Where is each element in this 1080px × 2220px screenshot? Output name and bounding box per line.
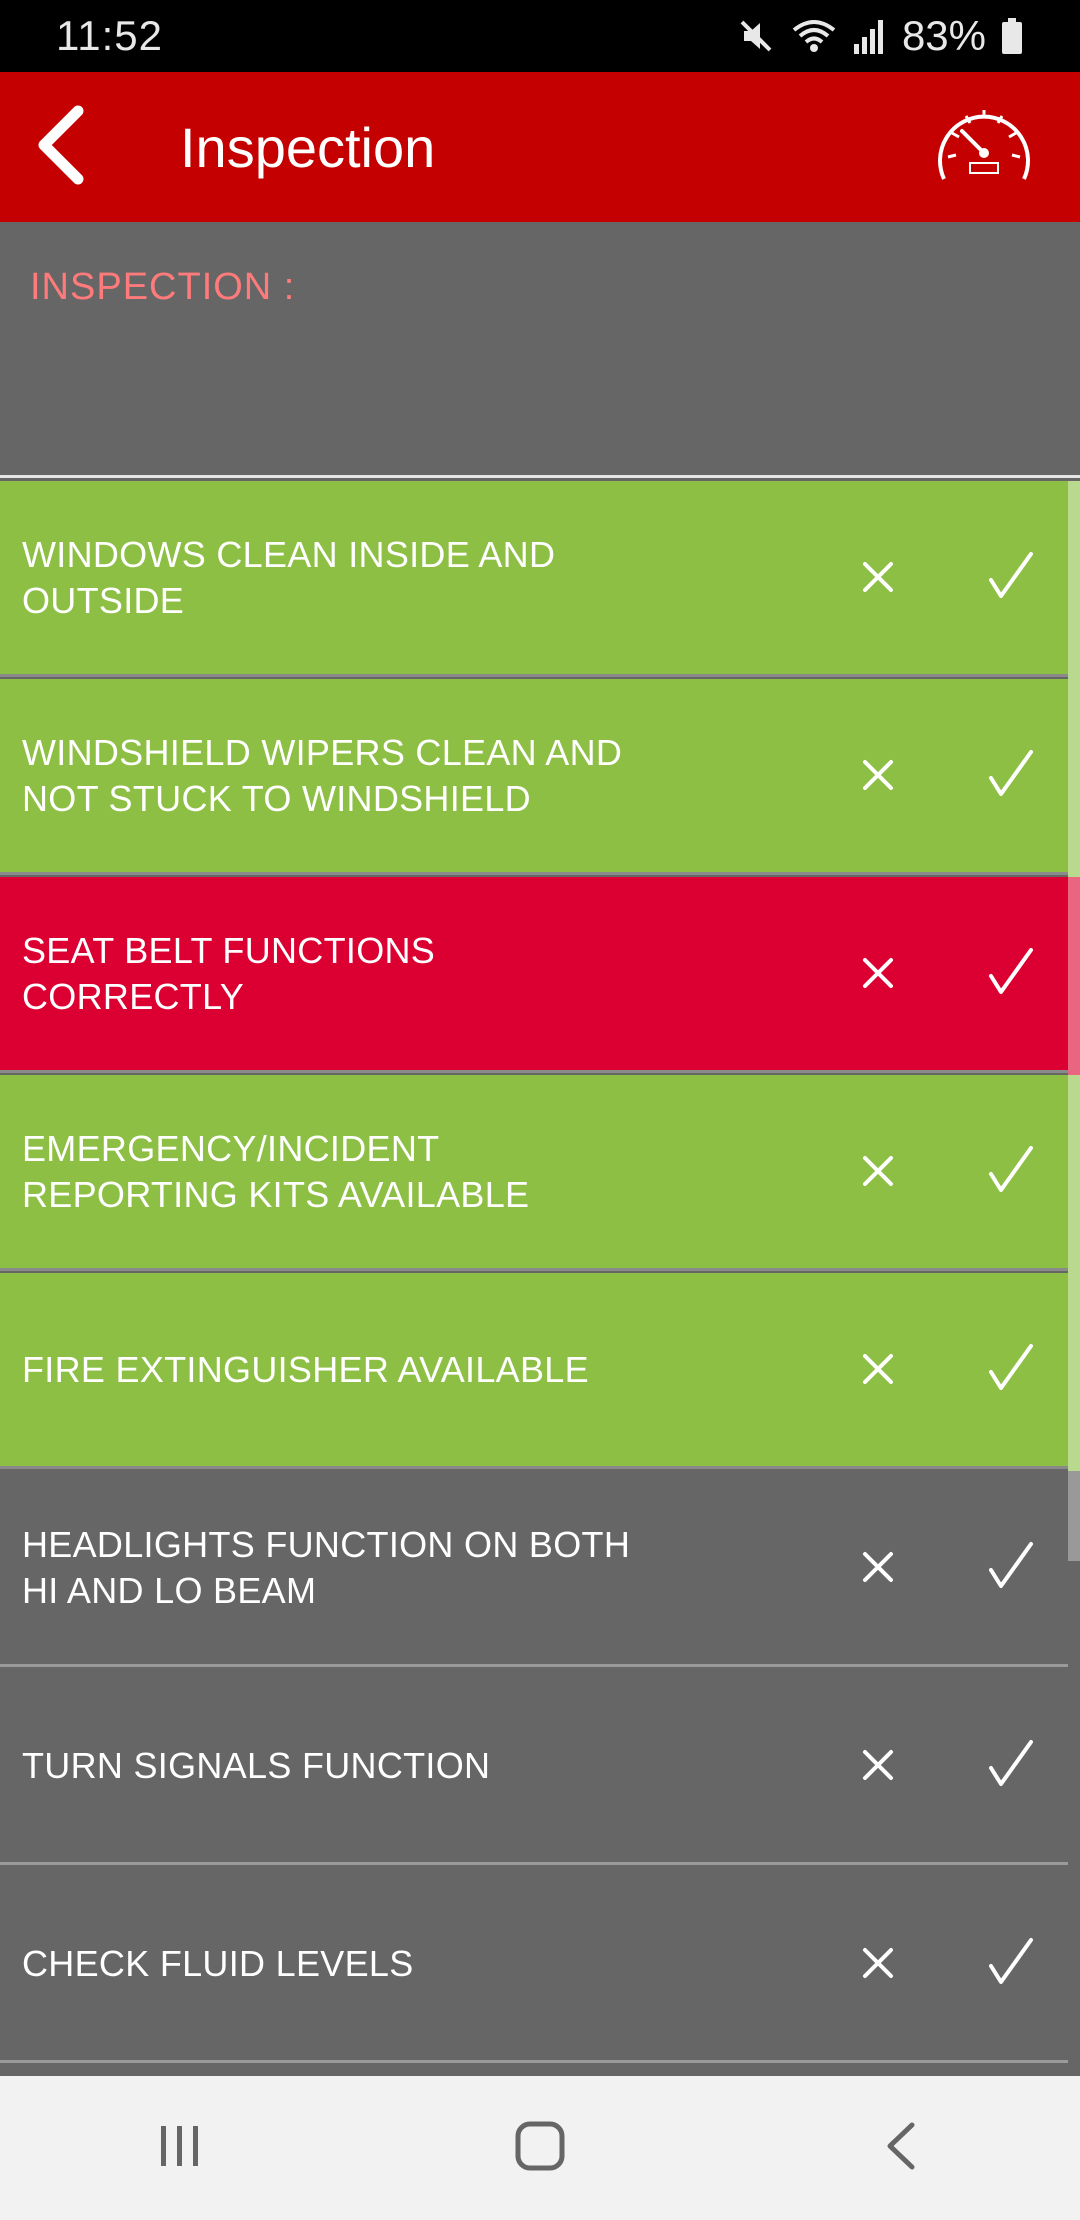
recent-apps-icon (155, 2121, 205, 2176)
checklist-item[interactable] (0, 1273, 1068, 1469)
odometer-button[interactable] (924, 87, 1044, 207)
checklist-item[interactable] (0, 481, 1068, 677)
scrollbar-thumb[interactable] (1068, 1471, 1080, 1561)
mute-icon (736, 16, 776, 56)
checklist-item[interactable] (0, 679, 1068, 875)
close-icon (860, 1747, 896, 1788)
checkmark-icon (987, 1738, 1035, 1797)
mark-pass-button[interactable] (966, 729, 1056, 825)
checklist-item[interactable] (0, 877, 1068, 1073)
mark-pass-button[interactable] (966, 1719, 1056, 1815)
checklist-item[interactable] (0, 1075, 1068, 1271)
recent-apps-button[interactable] (120, 2088, 240, 2208)
mark-fail-button[interactable] (838, 1727, 918, 1807)
scrollbar-track-pass (1068, 481, 1080, 877)
checklist-item-label: EMERGENCY/INCIDENT REPORTING KITS AVAILABLE (22, 1127, 530, 1215)
checkmark-icon (987, 946, 1035, 1005)
mark-pass-button[interactable] (966, 531, 1056, 627)
mark-pass-button[interactable] (966, 927, 1056, 1023)
close-icon (860, 1945, 896, 1986)
app-bar (0, 72, 1080, 222)
status-icons (736, 12, 1024, 60)
close-icon (860, 1549, 896, 1590)
signal-icon (852, 16, 888, 56)
home-icon (513, 2119, 567, 2178)
mark-pass-button[interactable] (966, 1323, 1056, 1419)
status-bar (0, 0, 1080, 72)
checklist-item-label: TURN SIGNALS FUNCTION (22, 1744, 491, 1786)
battery-percent: 83% (901, 12, 986, 59)
checklist-item[interactable] (0, 1867, 1068, 2063)
back-button[interactable] (0, 72, 120, 222)
checklist-item-label: SEAT BELT FUNCTIONS CORRECTLY (22, 929, 436, 1017)
page-title: Inspection (180, 115, 436, 179)
close-icon (860, 1351, 896, 1392)
scrollbar[interactable] (1068, 481, 1080, 2076)
mark-fail-button[interactable] (838, 1529, 918, 1609)
checklist-item-label: CHECK FLUID LEVELS (22, 1942, 414, 1984)
checkmark-icon (987, 1540, 1035, 1599)
checkmark-icon (987, 550, 1035, 609)
checkmark-icon (987, 1936, 1035, 1995)
inspection-label: INSPECTION : (30, 266, 296, 308)
close-icon (860, 757, 896, 798)
checklist[interactable] (0, 481, 1080, 2076)
mark-fail-button[interactable] (838, 539, 918, 619)
close-icon (860, 955, 896, 996)
mark-fail-button[interactable] (838, 737, 918, 817)
mark-fail-button[interactable] (838, 1133, 918, 1213)
back-icon (880, 2119, 920, 2178)
home-button[interactable] (480, 2088, 600, 2208)
chevron-left-icon (32, 105, 88, 190)
mark-fail-button[interactable] (838, 935, 918, 1015)
mark-fail-button[interactable] (838, 1925, 918, 2005)
checkmark-icon (987, 1342, 1035, 1401)
status-time: 11:52 (56, 12, 163, 59)
battery-icon (1000, 16, 1024, 56)
checklist-item-label: FIRE EXTINGUISHER AVAILABLE (22, 1348, 589, 1390)
scrollbar-track-fail (1068, 877, 1080, 1075)
close-icon (860, 1153, 896, 1194)
checkmark-icon (987, 748, 1035, 807)
checklist-item-label: WINDSHIELD WIPERS CLEAN AND NOT STUCK TO WINDSHIELD (22, 731, 623, 819)
scrollbar-track-pass (1068, 1075, 1080, 1471)
checklist-item[interactable] (0, 1471, 1068, 1667)
mark-fail-button[interactable] (838, 1331, 918, 1411)
close-icon (860, 559, 896, 600)
system-back-button[interactable] (840, 2088, 960, 2208)
inspection-header (0, 222, 1080, 478)
checklist-item[interactable] (0, 1669, 1068, 1865)
wifi-icon (790, 16, 838, 56)
mark-pass-button[interactable] (966, 1917, 1056, 2013)
checklist-item-label: WINDOWS CLEAN INSIDE AND OUTSIDE (22, 533, 556, 621)
checklist-item-label: HEADLIGHTS FUNCTION ON BOTH HI AND LO BEAM (22, 1523, 631, 1611)
system-nav-bar (0, 2076, 1080, 2220)
mark-pass-button[interactable] (966, 1521, 1056, 1617)
mark-pass-button[interactable] (966, 1125, 1056, 1221)
checkmark-icon (987, 1144, 1035, 1203)
speedometer-icon (932, 97, 1036, 198)
